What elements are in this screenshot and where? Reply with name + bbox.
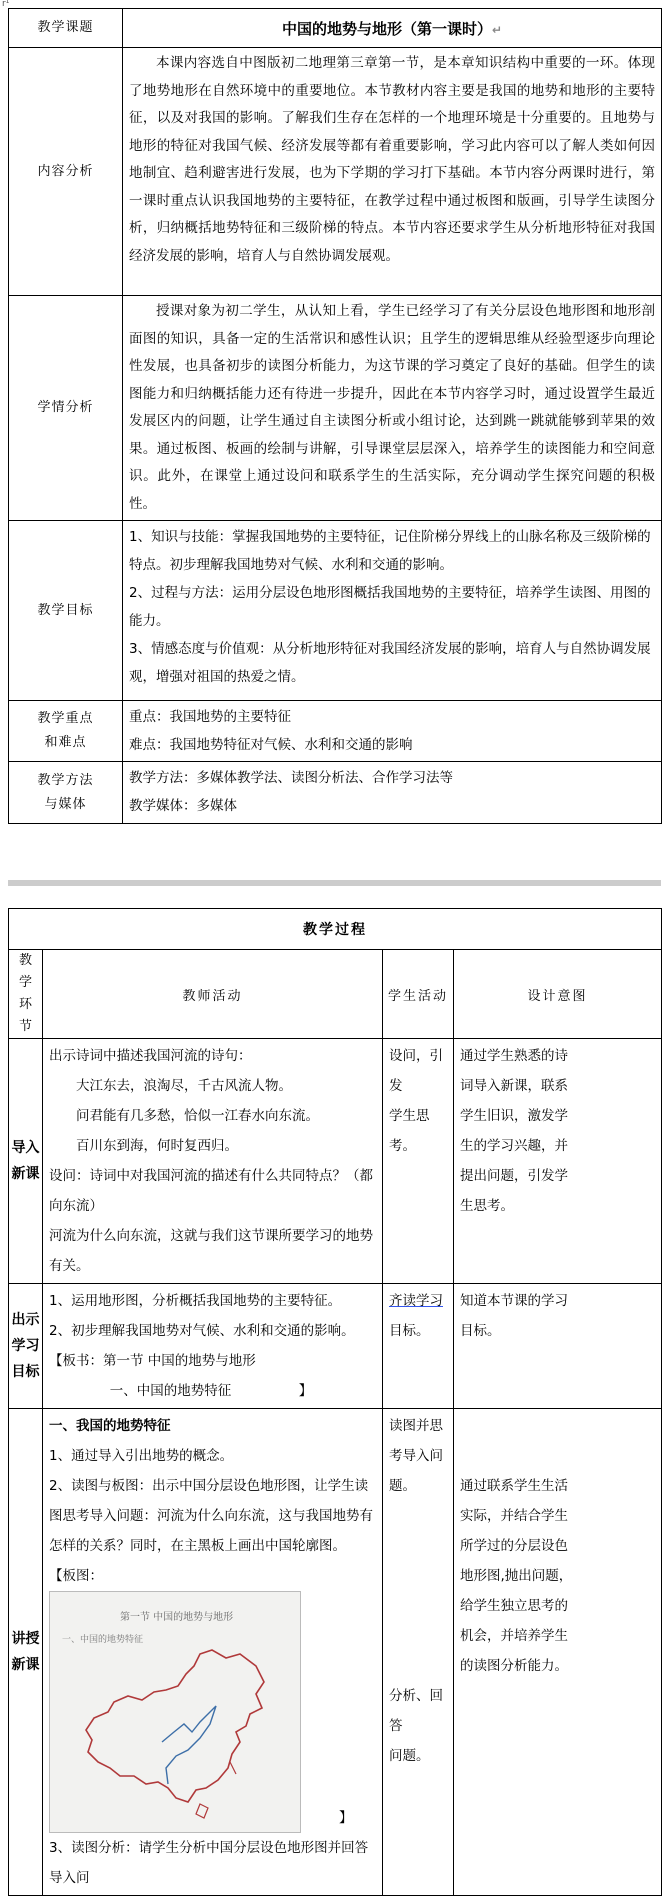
goal-item: 2、过程与方法：运用分层设色地形图概括我国地势的主要特征，培养学生读图、用图的能力。 bbox=[129, 585, 651, 629]
lesson-overview-table bbox=[8, 8, 662, 824]
board-sketch-title: 第一节 中国的地势与地形 bbox=[120, 1612, 234, 1623]
label-method-media: 教学方法 与媒体 bbox=[9, 762, 123, 824]
content-analysis-text: 本课内容选自中图版初二地理第三章第一节，是本章知识结构中重要的一环。体现了地势地形在自然环境中的重要地位。本节教材内容主要是我国的地势和地形的主要特征，以及对我国的影响。了解我们生存在怎样的一个地理环境是十分重要的。且地势与地形的特征对我国气候、经济发展等都有着重要影响，学习此内容可以了解人类如何因地制宜、趋利避害进行发展，也为下学期的学习打下基础。本节内容分两课时进行，第一课时重点认识我国地势的主要特征，在教学过程中通过板图和版画，引导学生读图分析，归纳概括地势特征和三级阶梯的特点。本节内容还要求学生从分析地形特征对我国经济发展的影响，培育人与自然协调发展观。 bbox=[123, 48, 662, 296]
intro-design-intent: 通过学生熟悉的诗 词导入新课，联系 学生旧识，激发学 生的学习兴趣，并 提出问题，引发学 生思考。 bbox=[454, 1039, 662, 1284]
lecture-student-activity: 读图并思 考导入问 题。 分析、回答 问题。 bbox=[383, 1409, 454, 1896]
intro-teacher-activity: 出示诗词中描述我国河流的诗句： 大江东去，浪淘尽，千古风流人物。 问君能有几多愁，恰似一江春水向东流。 百川东到海，何时复西归。 设问：诗词中对我国河流的描述有什么共同特点？（都向东流） 河流为什么向东流，这就与我们这节课所要学习的地势有关。 bbox=[43, 1039, 383, 1284]
difficulty-point: 难点：我国地势特征对气候、水利和交通的影响 bbox=[129, 737, 413, 753]
hainan-island-shape bbox=[196, 1804, 208, 1818]
stage-show-goals: 出示 学习 目标 bbox=[9, 1284, 43, 1409]
goals-teacher-activity: 1、运用地形图，分析概括我国地势的主要特征。 2、初步理解我国地势对气候、水利和交通的影响。 【板书：第一节 中国的地势与地形 一、中国的地势特征 】 bbox=[43, 1284, 383, 1409]
label-lesson-topic: 教学课题 bbox=[9, 9, 123, 48]
stage-intro: 导入 新课 bbox=[9, 1039, 43, 1284]
learner-analysis-text: 授课对象为初二学生，从认知上看，学生已经学习了有关分层设色地形图和地形剖面图的知识，具备一定的生活常识和感性认识；且学生的逻辑思维从经验型逐步向理论性发展，也具备初步的读图分析能力，为这节课的学习奠定了良好的基础。但学生的读图能力和归纳概括能力还有待进一步提升，因此在本节内容学习时，通过设置学生最近发展区内的问题，让学生通过自主读图分析或小组讨论，达到跳一跳就能够到苹果的效果。通过板图、板画的绘制与讲解，引导课堂层层深入，培养学生的读图能力和空间意识。此外，在课堂上通过设问和联系学生的生活实际，充分调动学生探究问题的积极性。 bbox=[123, 296, 662, 521]
header-design-intent: 设计意图 bbox=[454, 950, 662, 1039]
page-corner-mark: r¹ bbox=[2, 0, 10, 9]
goal-item: 3、情感态度与价值观：从分析地形特征对我国经济发展的影响，培育人与自然协调发展观，增强对祖国的热爱之情。 bbox=[129, 641, 651, 685]
goals-design-intent: 知道本节课的学习 目标。 bbox=[454, 1284, 662, 1409]
lecture-heading: 一、我国的地势特征 bbox=[49, 1418, 171, 1434]
goal-item: 1、知识与技能：掌握我国地势的主要特征，记住阶梯分界线上的山脉名称及三级阶梯的特点。初步理解我国地势对气候、水利和交通的影响。 bbox=[129, 529, 651, 573]
label-key-difficulty: 教学重点 和难点 bbox=[9, 701, 123, 762]
process-title: 教学过程 bbox=[9, 909, 662, 950]
teaching-media: 教学媒体：多媒体 bbox=[129, 798, 237, 814]
china-outline-board-sketch bbox=[49, 1591, 301, 1833]
board-sketch-subtitle: 一、中国的地势特征 bbox=[62, 1635, 144, 1645]
taiwan-island-shape bbox=[230, 1762, 236, 1774]
teaching-process-table bbox=[8, 908, 662, 1896]
key-point: 重点：我国地势的主要特征 bbox=[129, 709, 291, 725]
teaching-methods: 教学方法：多媒体教学法、读图分析法、合作学习法等 bbox=[129, 770, 453, 786]
header-teacher-activity: 教师活动 bbox=[43, 950, 383, 1039]
page-break-divider bbox=[8, 880, 661, 886]
method-media-text bbox=[123, 762, 662, 824]
terrain-step-line bbox=[162, 1706, 216, 1784]
goals-student-activity: 齐读学习 目标。 bbox=[383, 1284, 454, 1409]
lesson-title: 中国的地势与地形（第一课时）↵ bbox=[123, 9, 662, 48]
label-learner-analysis: 学情分析 bbox=[9, 296, 123, 521]
key-difficulty-text bbox=[123, 701, 662, 762]
header-student-activity: 学生活动 bbox=[383, 950, 454, 1039]
header-stage: 教 学 环 节 bbox=[9, 950, 43, 1039]
label-content-analysis: 内容分析 bbox=[9, 48, 123, 296]
stage-lecture: 讲授 新课 bbox=[9, 1409, 43, 1896]
intro-student-activity: 设问，引发 学生思考。 bbox=[383, 1039, 454, 1284]
lecture-design-intent: 通过联系学生生活 实际，并结合学生 所学过的分层设色 地形图,抛出问题， 给学生独立思考的 机会，并培养学生 的读图分析能力。 bbox=[454, 1409, 662, 1896]
label-teaching-goals: 教学目标 bbox=[9, 521, 123, 701]
teaching-goals-list bbox=[123, 521, 662, 701]
china-outline-shape bbox=[86, 1650, 264, 1802]
lecture-teacher-activity: 一、我国的地势特征 1、通过导入引出地势的概念。 2、读图与板图：出示中国分层设色地形图，让学生读图思考导入问题：河流为什么向东流，这与我国地势有怎样的关系？同时，在主黑板上画出中国轮廓图。 【板图： 第一节 中国的地势与地形 一、中国的地势特征 】 3、读图分析：请学生分析中国分层设色地形图并回答导入问 bbox=[43, 1409, 383, 1896]
